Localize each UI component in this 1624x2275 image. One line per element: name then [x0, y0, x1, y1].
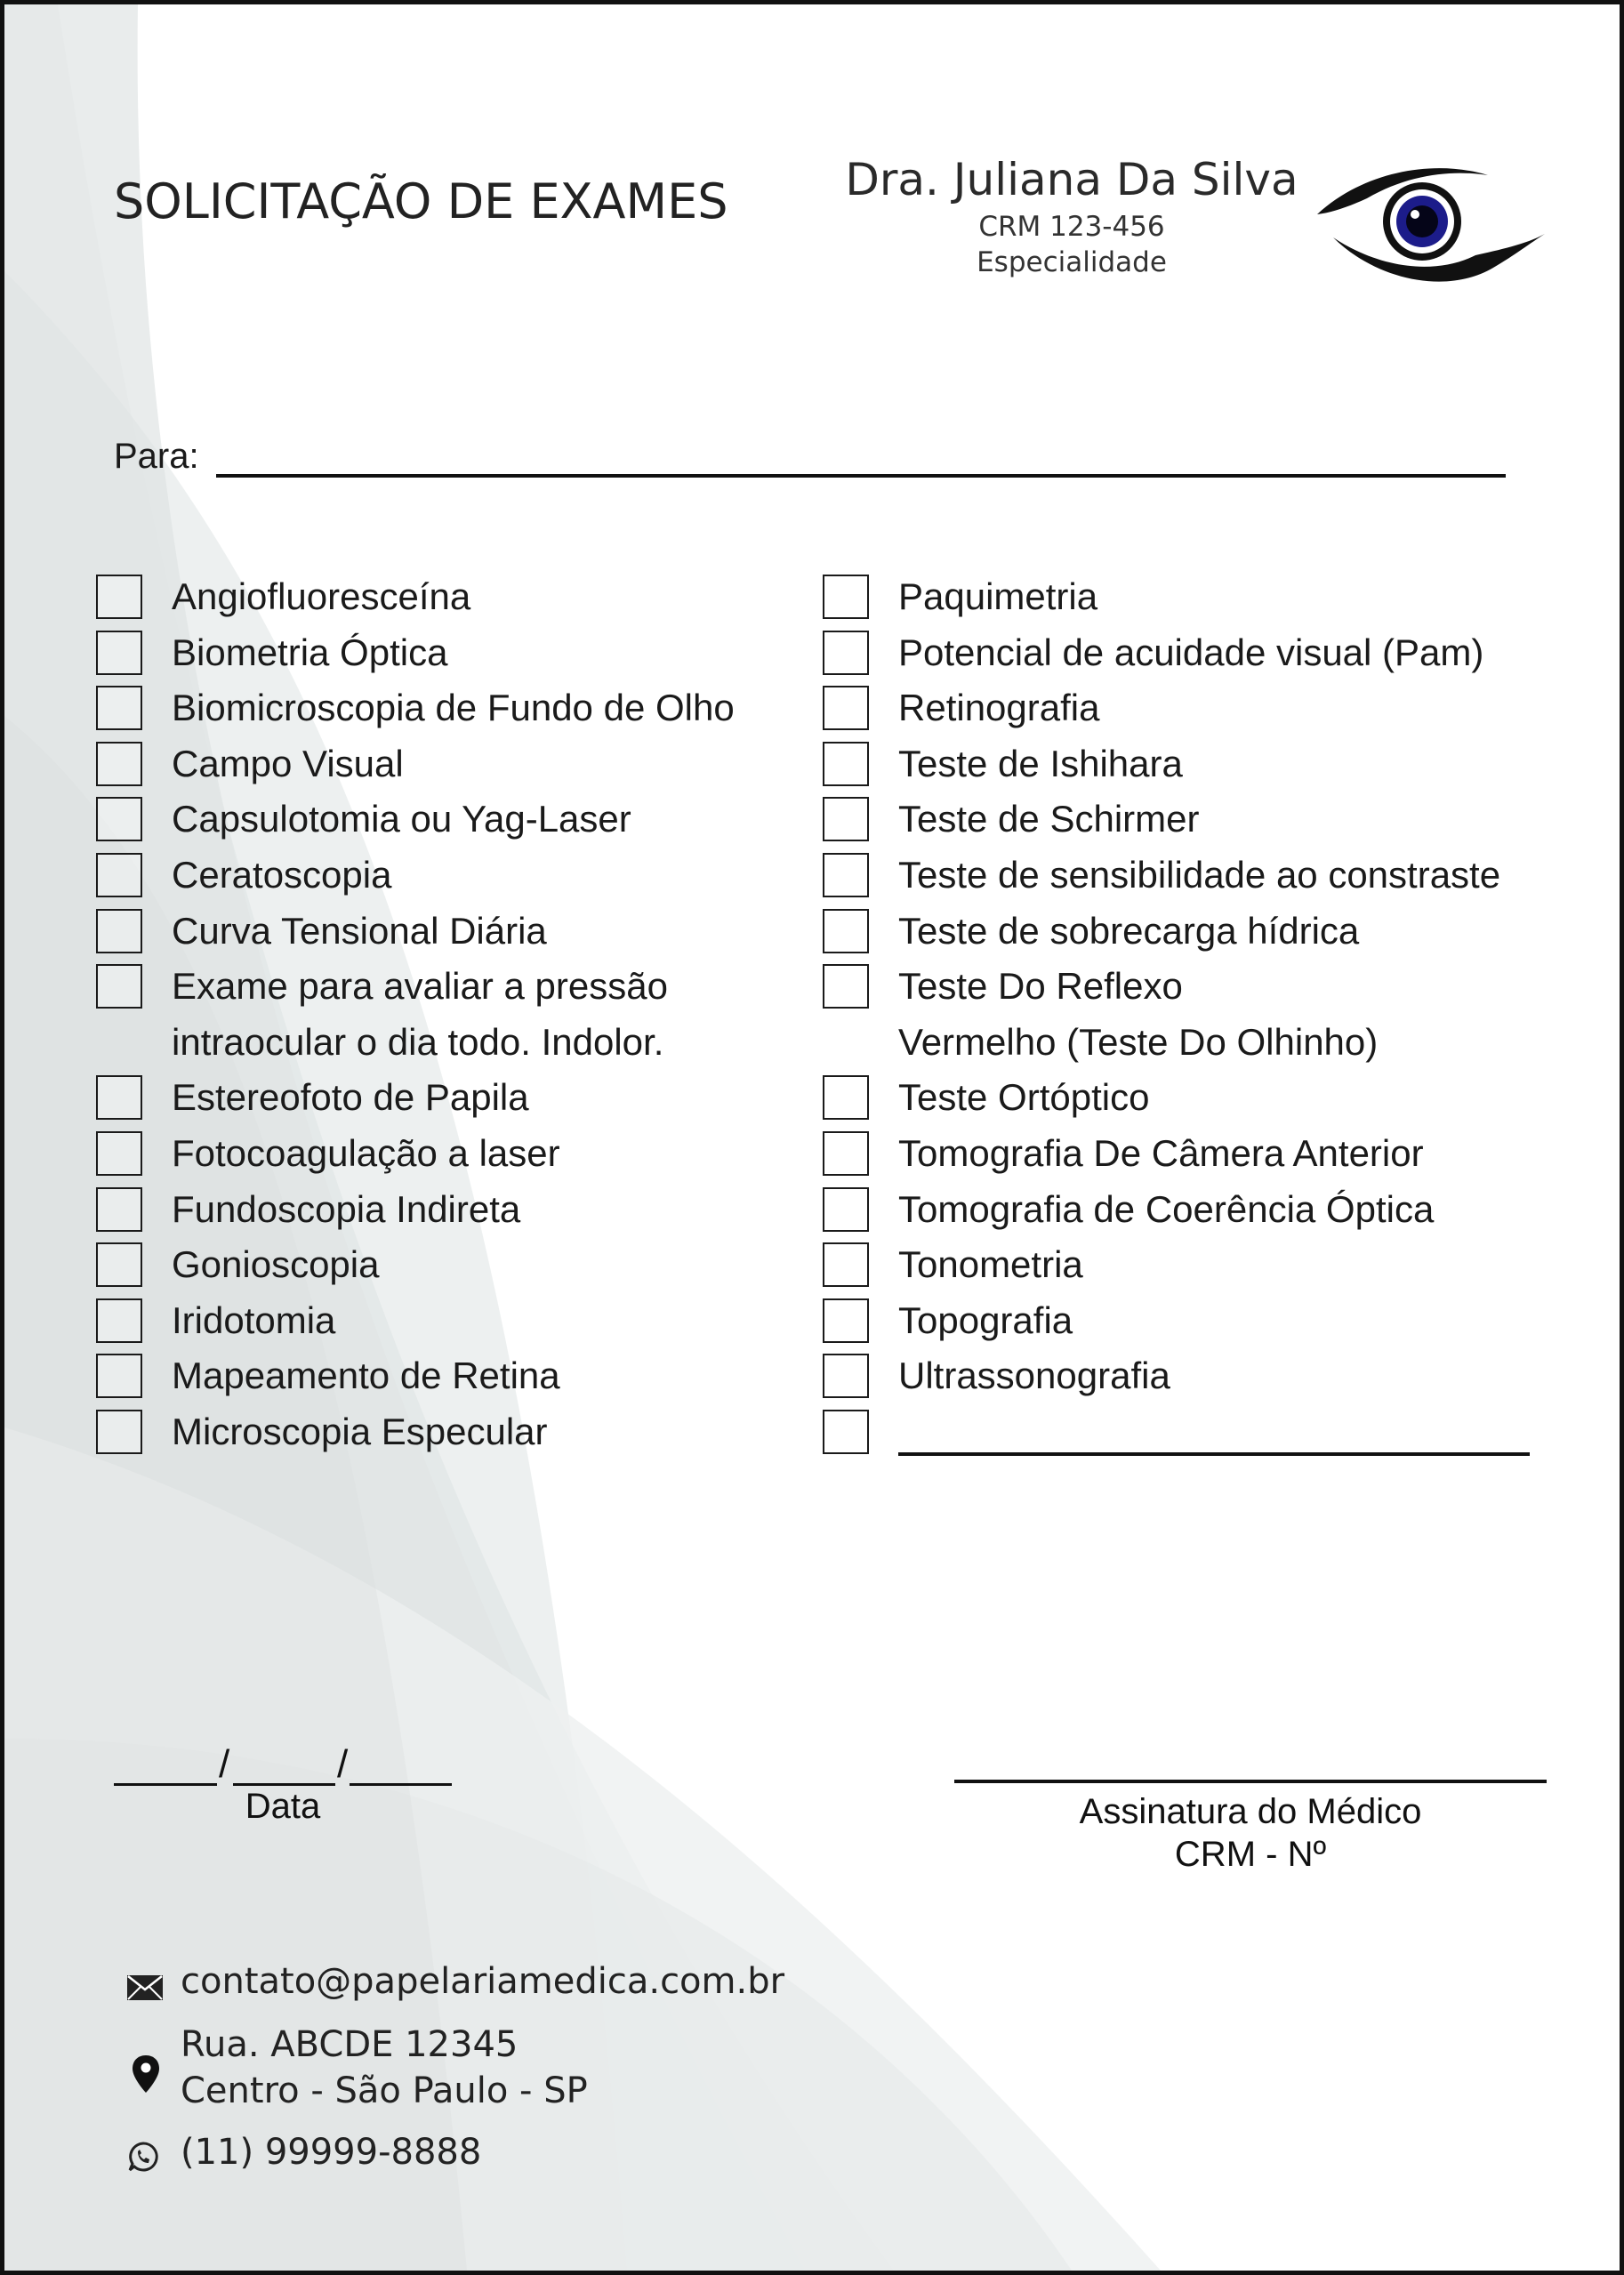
exam-label: Teste Ortóptico [898, 1076, 1150, 1119]
contact-address [127, 2022, 803, 2119]
exam-label: Gonioscopia [172, 1243, 380, 1286]
exam-list-left [92, 569, 821, 1460]
exam-label: Retinografia [898, 687, 1100, 729]
exam-item[interactable] [92, 1404, 821, 1460]
exam-item[interactable] [92, 1348, 821, 1404]
exam-checkbox[interactable] [96, 1187, 142, 1232]
exam-item[interactable] [818, 848, 1601, 904]
exam-checkbox[interactable] [823, 631, 869, 675]
exam-item[interactable] [92, 1237, 821, 1293]
exam-checkbox[interactable] [823, 797, 869, 841]
doctor-crm: CRM 123-456 [978, 211, 1165, 243]
exam-checkbox[interactable] [823, 1131, 869, 1176]
exam-label: Exame para avaliar a pressão [172, 965, 668, 1008]
exam-item[interactable] [818, 1293, 1601, 1349]
month-line[interactable] [233, 1783, 335, 1786]
recipient-field[interactable] [114, 430, 1510, 483]
address-line-2: Centro - São Paulo - SP [181, 2070, 588, 2111]
exam-item[interactable] [92, 680, 821, 736]
location-pin-icon [133, 2055, 159, 2093]
exam-checkbox[interactable] [96, 1298, 142, 1343]
exam-item[interactable] [818, 736, 1601, 792]
year-line[interactable] [350, 1783, 452, 1786]
exam-label: Tomografia De Câmera Anterior [898, 1131, 1424, 1174]
exam-item[interactable] [818, 904, 1601, 960]
whatsapp-icon [127, 2141, 159, 2173]
exam-checkbox[interactable] [823, 742, 869, 786]
exam-label: Estereofoto de Papila [172, 1076, 529, 1119]
exam-label: Microscopia Especular [172, 1410, 548, 1452]
exam-label: Fundoscopia Indireta [172, 1187, 521, 1230]
doctor-name: Dra. Juliana Da Silva [845, 154, 1298, 205]
address-line-1: Rua. ABCDE 12345 [181, 2024, 519, 2065]
date-separator: / [219, 1742, 230, 1786]
recipient-line [216, 474, 1506, 478]
exam-label: Capsulotomia ou Yag-Laser [172, 798, 631, 840]
exam-item-other[interactable] [818, 1404, 1601, 1460]
exam-checkbox[interactable] [96, 1075, 142, 1120]
exam-label: Teste de Schirmer [898, 798, 1200, 840]
exam-checkbox[interactable] [823, 1410, 869, 1454]
doctor-specialty: Especialidade [977, 246, 1167, 278]
exam-checkbox[interactable] [823, 1242, 869, 1287]
exam-checkbox[interactable] [823, 964, 869, 1009]
exam-item[interactable] [818, 680, 1601, 736]
exam-checkbox[interactable] [823, 1354, 869, 1398]
exam-checkbox[interactable] [823, 1298, 869, 1343]
exam-label: Topografia [898, 1298, 1073, 1341]
page-title: SOLICITAÇÃO DE EXAMES [114, 173, 728, 229]
exam-item[interactable] [818, 792, 1601, 848]
signature-label: Assinatura do Médico [1079, 1792, 1422, 1831]
exam-label: Tonometria [898, 1243, 1083, 1286]
exam-checkbox[interactable] [96, 742, 142, 786]
exam-item[interactable] [92, 959, 821, 1015]
signature-line[interactable] [954, 1780, 1547, 1783]
exam-checkbox[interactable] [823, 1075, 869, 1120]
exam-label: Vermelho (Teste Do Olhinho) [898, 1020, 1379, 1063]
signature-crm: CRM - Nº [1174, 1835, 1327, 1874]
exam-item[interactable] [818, 569, 1601, 625]
exam-label: Biomicroscopia de Fundo de Olho [172, 687, 735, 729]
exam-label: Tomografia de Coerência Óptica [898, 1187, 1435, 1230]
email-text: contato@papelariamedica.com.br [181, 1961, 785, 2002]
exam-item[interactable] [92, 569, 821, 625]
exam-item[interactable] [818, 625, 1601, 681]
exam-checkbox[interactable] [96, 964, 142, 1009]
exam-checkbox[interactable] [823, 909, 869, 953]
exam-checkbox[interactable] [823, 853, 869, 897]
exam-item[interactable] [92, 1126, 821, 1182]
exam-checkbox[interactable] [823, 1187, 869, 1232]
exam-label: Campo Visual [172, 742, 404, 784]
exam-checkbox[interactable] [96, 853, 142, 897]
exam-label: Iridotomia [172, 1298, 336, 1341]
exam-item[interactable] [92, 1293, 821, 1349]
exam-checkbox[interactable] [96, 575, 142, 619]
exam-label: Ultrassonografia [898, 1355, 1170, 1397]
exam-item[interactable] [92, 625, 821, 681]
exam-label: Potencial de acuidade visual (Pam) [898, 631, 1484, 673]
exam-checkbox[interactable] [96, 909, 142, 953]
exam-label: Teste Do Reflexo [898, 965, 1183, 1008]
exam-label: Curva Tensional Diária [172, 909, 547, 952]
exam-label: Mapeamento de Retina [172, 1355, 560, 1397]
exam-item[interactable] [818, 1237, 1601, 1293]
exam-label: Biometria Óptica [172, 631, 448, 673]
exam-checkbox[interactable] [96, 797, 142, 841]
exam-list-right [818, 569, 1601, 1460]
exam-item-continuation [92, 1015, 821, 1071]
contact-email [127, 1961, 803, 2009]
date-separator: / [337, 1742, 349, 1786]
exam-item[interactable] [92, 792, 821, 848]
exam-label: Teste de Ishihara [898, 742, 1183, 784]
doctor-info [832, 154, 1312, 278]
exam-item[interactable] [818, 959, 1601, 1015]
exam-label: Teste de sensibilidade ao constraste [898, 853, 1501, 896]
exam-label: Ceratoscopia [172, 853, 392, 896]
exam-item[interactable] [818, 1070, 1601, 1126]
exam-label: Fotocoagulação a laser [172, 1131, 560, 1174]
exam-item[interactable] [92, 848, 821, 904]
exam-item[interactable] [92, 736, 821, 792]
exam-checkbox[interactable] [96, 686, 142, 730]
exam-item-continuation [818, 1015, 1601, 1071]
exam-checkbox[interactable] [96, 1131, 142, 1176]
date-field[interactable] [114, 1742, 452, 1837]
date-label: Data [245, 1787, 321, 1826]
exam-checkbox[interactable] [823, 575, 869, 619]
exam-label: Angiofluoresceína [172, 575, 471, 617]
exam-label: Teste de sobrecarga hídrica [898, 909, 1360, 952]
exam-item[interactable] [818, 1126, 1601, 1182]
phone-text: (11) 99999-8888 [181, 2132, 482, 2173]
exam-checkbox[interactable] [823, 686, 869, 730]
contact-phone [127, 2132, 803, 2180]
exam-checkbox[interactable] [96, 1242, 142, 1287]
exam-item[interactable] [92, 1182, 821, 1238]
exam-label: Paquimetria [898, 575, 1098, 617]
mail-icon [127, 1975, 163, 2000]
signature-field[interactable] [954, 1780, 1547, 1876]
exam-checkbox[interactable] [96, 631, 142, 675]
exam-checkbox[interactable] [96, 1410, 142, 1454]
exam-item[interactable] [818, 1348, 1601, 1404]
eye-logo-icon [1312, 163, 1550, 292]
day-line[interactable] [114, 1783, 217, 1786]
exam-item[interactable] [818, 1182, 1601, 1238]
recipient-label: Para: [114, 437, 199, 476]
other-exam-line[interactable] [898, 1452, 1530, 1456]
exam-label: intraocular o dia todo. Indolor. [172, 1020, 664, 1063]
exam-item[interactable] [92, 904, 821, 960]
exam-item[interactable] [92, 1070, 821, 1126]
exam-checkbox[interactable] [96, 1354, 142, 1398]
